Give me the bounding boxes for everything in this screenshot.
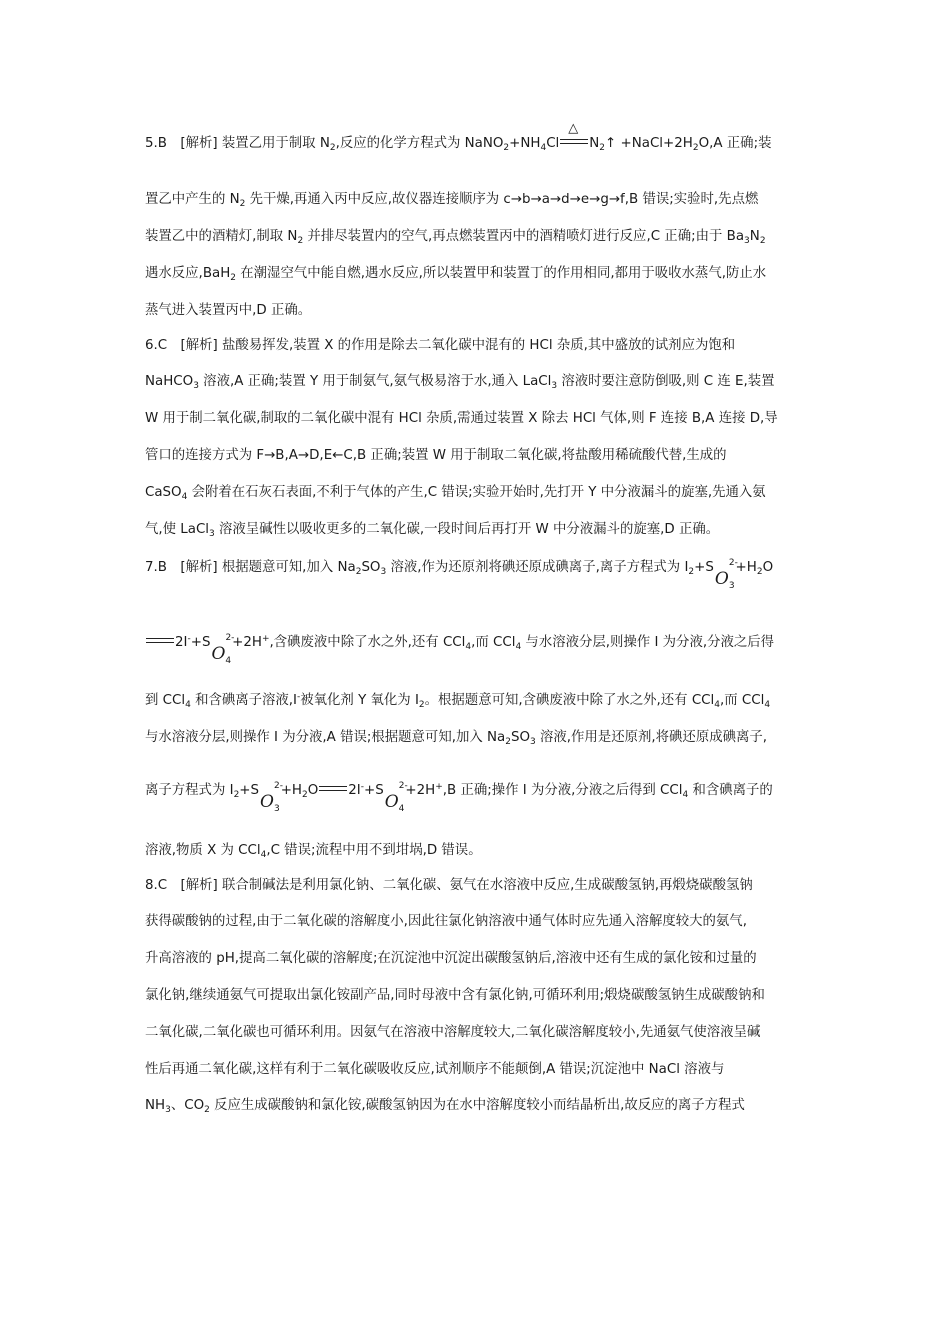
reaction-equals-sign xyxy=(319,786,347,791)
text-run: SO xyxy=(510,730,531,745)
text-line xyxy=(145,842,482,860)
text-run: 溶液,作用是还原剂,将碘还原成碘离子, xyxy=(535,730,768,745)
subscript: 3 xyxy=(744,236,750,246)
text-run: 6.C [解析] 盐酸易挥发,装置 X 的作用是除去二氧化碳中混有的 HCl 杂质,其中盛放的试剂应为饱和 xyxy=(145,338,736,353)
text-run: NaHCO xyxy=(145,374,194,389)
text-run: ,而 CCl xyxy=(471,635,516,650)
text-run: 氯化钠,继续通氨气可提取出氯化铵副产品,同时母液中含有氯化钠,可循环利用;煅烧碳酸氢钠生成碳酸钠和 xyxy=(145,988,765,1003)
subscript: 4 xyxy=(181,492,188,502)
text-run: 装置乙中的酒精灯,制取 N xyxy=(145,229,298,244)
text-run: 溶液,物质 X 为 CCl xyxy=(145,843,261,858)
subscript: 4 xyxy=(515,642,522,652)
text-run: +NH xyxy=(509,136,541,151)
subscript: 2 xyxy=(302,790,308,800)
text-line xyxy=(145,521,719,539)
text-line xyxy=(145,484,766,502)
subscript: 3 xyxy=(193,381,199,391)
text-run: 管口的连接方式为 F→B,A→D,E←C,B 正确;装置 W 用于制取二氧化碳,将盐酸用稀硫酸代替,生成的 xyxy=(145,448,727,463)
superscript: - xyxy=(360,782,364,792)
text-run: 升高溶液的 pH,提高二氧化碳的溶解度;在沉淀池中沉淀出碳酸氢钠后,溶液中还有生成的氯化铵和过量的 xyxy=(145,951,757,966)
subscript: 2 xyxy=(503,143,510,153)
text-line xyxy=(145,1024,760,1042)
text-run: +S xyxy=(694,560,714,575)
text-run: 获得碳酸钠的过程,由于二氧化碳的溶解度小,因此往氯化钠溶液中通气体时应先通入溶解度较大的氨气, xyxy=(145,914,747,929)
text-run: +H xyxy=(280,783,302,798)
text-line xyxy=(145,950,757,968)
subscript: 3 xyxy=(165,1105,171,1115)
text-run: 置乙中产生的 N xyxy=(145,192,240,207)
subscript: 2 xyxy=(233,790,240,800)
superscript: - xyxy=(187,634,191,644)
subscript: 2 xyxy=(204,1105,210,1115)
text-line xyxy=(145,410,778,428)
text-line xyxy=(145,228,766,246)
text-line xyxy=(145,191,758,209)
text-line xyxy=(145,121,772,153)
superscript: + xyxy=(261,634,270,644)
text-line xyxy=(145,1061,724,1079)
subscript: 3 xyxy=(380,567,387,577)
text-run: 会附着在石灰石表面,不利于气体的产生,C 错误;实验开始时,先打开 Y 中分液漏斗的旋塞,先通入氨 xyxy=(187,485,766,500)
text-run: SO xyxy=(361,560,381,575)
text-run: 5.B [解析] 装置乙用于制取 N xyxy=(145,136,330,151)
text-run: +2H xyxy=(405,783,436,798)
text-line xyxy=(145,373,775,391)
text-run: 二氧化碳,二氧化碳也可循环利用。因氨气在溶液中溶解度较大,二氧化碳溶解度较小,先通氨气使溶液呈碱 xyxy=(145,1025,761,1040)
subscript: 2 xyxy=(688,567,695,577)
text-line xyxy=(145,1097,745,1115)
subscript: 4 xyxy=(260,850,267,860)
text-run: 、CO xyxy=(170,1098,205,1113)
text-line xyxy=(145,265,766,283)
text-run: 到 CCl xyxy=(145,693,186,708)
text-run: +2H xyxy=(232,635,262,650)
text-run: 溶液,A 正确;装置 Y 用于制氨气,氨气极易溶于水,通入 LaCl xyxy=(198,374,552,389)
subscript: 2 xyxy=(230,273,237,283)
ion-formula: $O_4$ 2- xyxy=(384,781,408,814)
text-run: 反应生成碳酸钠和氯化铵,碳酸氢钠因为在水中溶解度较小而结晶析出,故反应的离子方程式 xyxy=(209,1098,745,1113)
text-line xyxy=(145,692,770,710)
superscript: - xyxy=(297,692,301,702)
ion-formula: $O_3$ 2- xyxy=(714,558,738,591)
text-line xyxy=(145,780,773,814)
heat-condition-icon: △ xyxy=(568,121,579,136)
text-run: ,反应的化学方程式为 NaNO xyxy=(335,136,504,151)
ion-formula: $O_3$ 2- xyxy=(260,781,284,814)
text-run: 和含碘离子的 xyxy=(688,783,773,798)
text-line xyxy=(145,557,774,591)
subscript: 2 xyxy=(599,143,606,153)
text-run: ↑ +NaCl+2H xyxy=(605,136,693,151)
subscript: 3 xyxy=(551,381,558,391)
text-run: 。根据题意可知,含碘废液中除了水之外,还有 CCl xyxy=(424,693,715,708)
reaction-equals-sign xyxy=(146,638,174,643)
subscript: 4 xyxy=(764,700,771,710)
text-run: O xyxy=(762,560,774,575)
subscript: 2 xyxy=(418,700,425,710)
text-run: +H xyxy=(735,560,757,575)
text-run: +S xyxy=(239,783,260,798)
text-run: 2I xyxy=(348,783,361,798)
subscript: 2 xyxy=(297,236,304,246)
text-run: O xyxy=(307,783,319,798)
text-run: 和含碘离子溶液,I xyxy=(190,693,298,708)
subscript: 4 xyxy=(185,700,191,710)
text-run: 并排尽装置内的空气,再点燃装置丙中的酒精喷灯进行反应,C 正确;由于 Ba xyxy=(303,229,745,244)
subscript: 2 xyxy=(239,199,246,209)
text-run: 气,使 LaCl xyxy=(145,522,210,537)
subscript: 4 xyxy=(714,700,720,710)
text-run: 被氧化剂 Y 氧化为 I xyxy=(300,693,419,708)
text-run: N xyxy=(589,136,600,151)
text-run: 蒸气进入装置丙中,D 正确。 xyxy=(145,303,312,318)
text-run: 性后再通二氧化碳,这样有利于二氧化碳吸收反应,试剂顺序不能颠倒,A 错误;沉淀池中 NaCl 溶液与 xyxy=(145,1062,725,1077)
text-run: O,A 正确;装 xyxy=(698,136,772,151)
text-run: +S xyxy=(364,783,384,798)
text-line xyxy=(145,632,775,666)
text-run: 遇水反应,BaH xyxy=(145,266,231,281)
subscript: 4 xyxy=(682,790,689,800)
subscript: 2 xyxy=(759,236,766,246)
text-run: 与水溶液分层,则操作 Ⅰ 为分液,A 错误;根据题意可知,加入 Na xyxy=(145,730,506,745)
text-run: 与水溶液分层,则操作 Ⅰ 为分液,分液之后得 xyxy=(521,635,775,650)
text-run: 8.C [解析] 联合制碱法是利用氯化钠、二氧化碳、氨气在水溶液中反应,生成碳酸氢钠,再煅烧碳酸氢钠 xyxy=(145,878,753,893)
superscript: + xyxy=(435,782,443,792)
text-line xyxy=(145,729,767,747)
text-line xyxy=(145,913,747,931)
text-run: Cl xyxy=(546,136,560,151)
subscript: 2 xyxy=(692,143,699,153)
subscript: 4 xyxy=(465,642,472,652)
text-run: 在潮湿空气中能自燃,遇水反应,所以装置甲和装置丁的作用相同,都用于吸收水蒸气,防止水 xyxy=(236,266,767,281)
text-line xyxy=(145,337,735,355)
text-line xyxy=(145,302,311,320)
text-run: 溶液,作为还原剂将碘还原成碘离子,离子方程式为 I xyxy=(386,560,689,575)
subscript: 2 xyxy=(329,143,336,153)
text-run: 7.B [解析] 根据题意可知,加入 Na xyxy=(145,560,356,575)
subscript: 2 xyxy=(355,567,362,577)
text-run: 溶液时要注意防倒吸,则 C 连 E,装置 xyxy=(557,374,775,389)
subscript: 3 xyxy=(209,529,215,539)
text-run: ,含碘废液中除了水之外,还有 CCl xyxy=(269,635,466,650)
text-run: N xyxy=(749,229,760,244)
text-run: 溶液呈碱性以吸收更多的二氧化碳,一段时间后再打开 W 中分液漏斗的旋塞,D 正确。 xyxy=(214,522,720,537)
text-line xyxy=(145,447,727,465)
text-run: +S xyxy=(190,635,211,650)
text-run: 离子方程式为 I xyxy=(145,783,234,798)
subscript: 3 xyxy=(530,737,536,747)
ion-formula: $O_4$ 2- xyxy=(211,633,235,666)
text-run: CaSO xyxy=(145,485,182,500)
reaction-equals-sign xyxy=(560,121,588,144)
text-run: W 用于制二氧化碳,制取的二氧化碳中混有 HCl 杂质,需通过装置 X 除去 HCl 气体,则 F 连接 B,A 连接 D,导 xyxy=(145,411,778,426)
subscript: 4 xyxy=(540,143,547,153)
text-run: ,而 CCl xyxy=(720,693,765,708)
text-run: ,B 正确;操作 Ⅰ 为分液,分液之后得到 CCl xyxy=(442,783,683,798)
text-line xyxy=(145,987,765,1005)
subscript: 2 xyxy=(505,737,511,747)
text-run: ,C 错误;流程中用不到坩埚,D 错误。 xyxy=(266,843,482,858)
text-line xyxy=(145,877,753,895)
text-run: 2I xyxy=(175,635,188,650)
subscript: 2 xyxy=(756,567,763,577)
text-run: 先干燥,再通入丙中反应,故仪器连接顺序为 c→b→a→d→e→g→f,B 错误;实验时,先点燃 xyxy=(245,192,759,207)
text-run: NH xyxy=(145,1098,166,1113)
